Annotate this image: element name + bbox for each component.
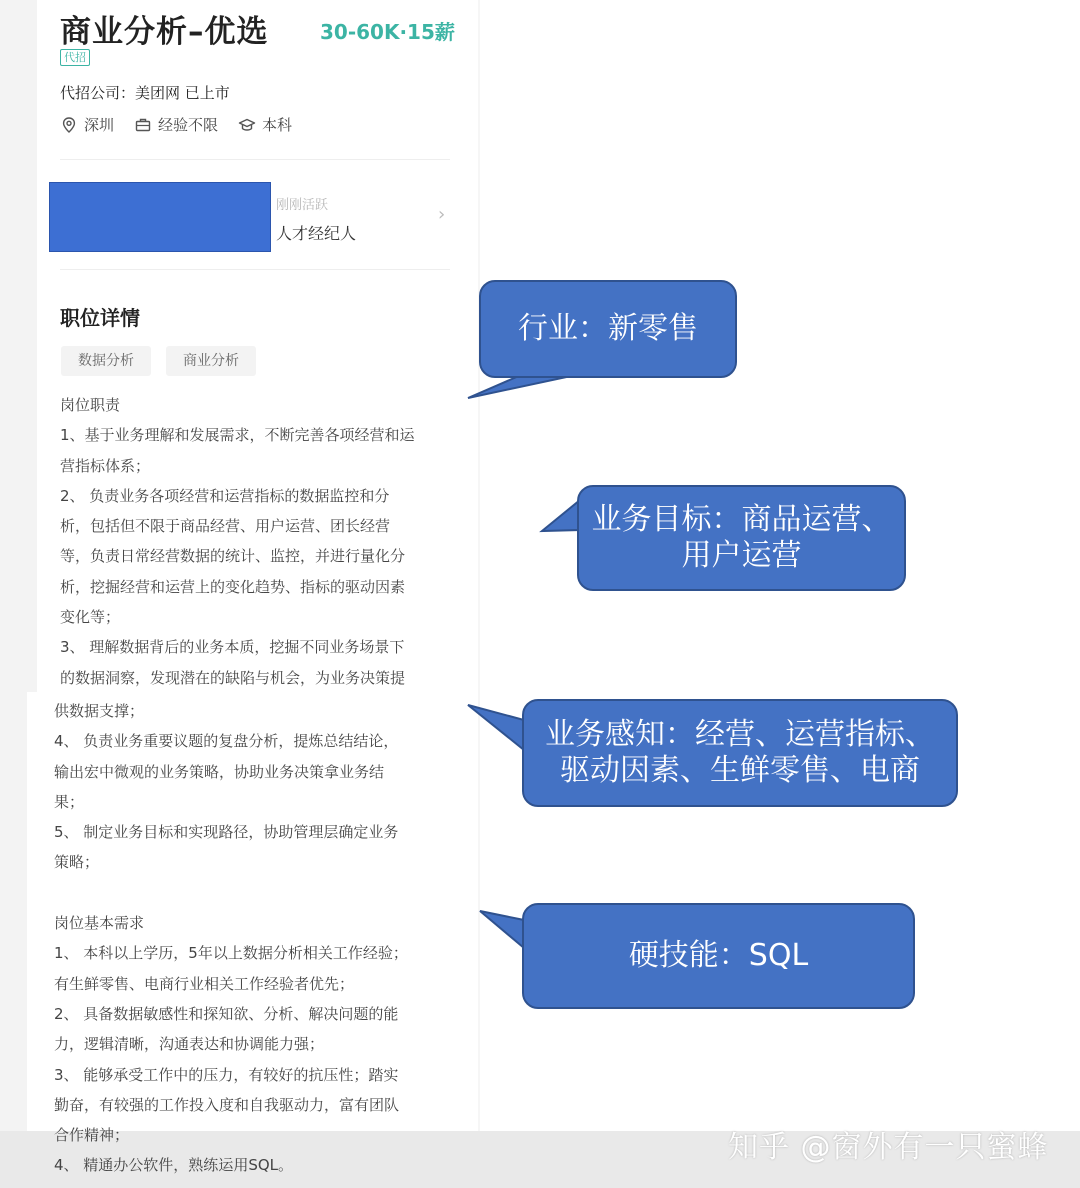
recruiter-active-status: 刚刚活跃 bbox=[276, 198, 329, 213]
text-line: 供数据支撑； bbox=[54, 702, 145, 720]
callout-goal-line2: 用户运营 bbox=[681, 538, 802, 573]
recruiter-role: 人才经纪人 bbox=[276, 224, 357, 243]
text-line: 2、 具备数据敏感性和探知欲、分析、解决问题的能 bbox=[54, 1004, 399, 1023]
callout-industry-text: 行业：新零售 bbox=[518, 311, 698, 346]
text-line: 3、 理解数据背后的业务本质，挖掘不同业务场景下 bbox=[60, 638, 405, 657]
text-line: 输出宏中微观的业务策略，协助业务决策拿业务结 bbox=[54, 762, 385, 781]
callout-business-goal bbox=[577, 485, 906, 591]
text-line: 岗位职责 bbox=[60, 396, 121, 414]
text-line: 岗位基本需求 bbox=[54, 914, 145, 933]
salary: 30-60K·15薪 bbox=[320, 20, 455, 44]
location: 深圳 bbox=[84, 116, 115, 134]
callout-tail-goal bbox=[542, 500, 580, 531]
text-line: 力，逻辑清晰，沟通表达和协调能力强； bbox=[54, 1035, 325, 1054]
text-line: 的数据洞察，发现潜在的缺陷与机会，为业务决策提 bbox=[60, 668, 406, 687]
proxy-recruit-badge: 代招 bbox=[60, 49, 90, 66]
callout-perception-line2: 驱动因素、生鲜零售、电商 bbox=[560, 753, 920, 788]
text-line: 有生鲜零售、电商行业相关工作经验者优先； bbox=[54, 974, 355, 993]
callout-business-perception bbox=[522, 699, 958, 807]
watermark: 知乎 @窗外有一只蜜蜂 bbox=[728, 1130, 1049, 1165]
callout-skill-text: 硬技能：SQL bbox=[628, 938, 809, 973]
text-line: 1、基于业务理解和发展需求，不断完善各项经营和运 bbox=[60, 426, 415, 445]
callout-tail-perception bbox=[468, 705, 524, 750]
text-line: 合作精神； bbox=[54, 1126, 130, 1145]
chevron-right-icon[interactable]: › bbox=[438, 204, 446, 225]
callout-industry bbox=[479, 280, 737, 378]
text-line: 4、 负责业务重要议题的复盘分析，提炼总结结论， bbox=[54, 732, 399, 751]
text-line: 果； bbox=[54, 792, 85, 811]
callout-goal-line1: 业务目标：商品运营、 bbox=[591, 502, 892, 537]
section-title: 职位详情 bbox=[60, 306, 140, 330]
experience: 经验不限 bbox=[158, 116, 219, 134]
education: 本科 bbox=[262, 116, 293, 134]
callout-hard-skill bbox=[522, 903, 915, 1009]
text-line: 5、 制定业务目标和实现路径，协助管理层确定业务 bbox=[54, 823, 399, 842]
text-line: 策略； bbox=[54, 853, 100, 872]
skill-tag: 数据分析 bbox=[61, 346, 151, 376]
text-line: 4、 精通办公软件，熟练运用SQL。 bbox=[54, 1156, 293, 1175]
text-line: 等，负责日常经营数据的统计、监控，并进行量化分 bbox=[60, 547, 406, 566]
text-line: 析，包括但不限于商品经营、用户运营、团长经营 bbox=[60, 517, 391, 536]
text-line: 3、 能够承受工作中的压力，有较好的抗压性；踏实 bbox=[54, 1065, 399, 1084]
text-line: 析，挖掘经营和运营上的变化趋势、指标的驱动因素 bbox=[60, 577, 406, 596]
text-line: 勤奋，有较强的工作投入度和自我驱动力，富有团队 bbox=[54, 1095, 400, 1114]
company-line: 代招公司：美团网 已上市 bbox=[60, 84, 230, 102]
job-title: 商业分析–优选 bbox=[60, 14, 269, 50]
text-line: 2、 负责业务各项经营和运营指标的数据监控和分 bbox=[60, 486, 390, 505]
callout-perception-line1: 业务感知：经营、运营指标、 bbox=[545, 717, 935, 752]
skill-tag: 商业分析 bbox=[166, 346, 256, 376]
text-line: 变化等； bbox=[60, 608, 121, 627]
text-line: 营指标体系； bbox=[60, 456, 151, 475]
text-line: 1、 本科以上学历，5年以上数据分析相关工作经验； bbox=[54, 944, 408, 963]
callout-tail-skill bbox=[480, 911, 524, 948]
